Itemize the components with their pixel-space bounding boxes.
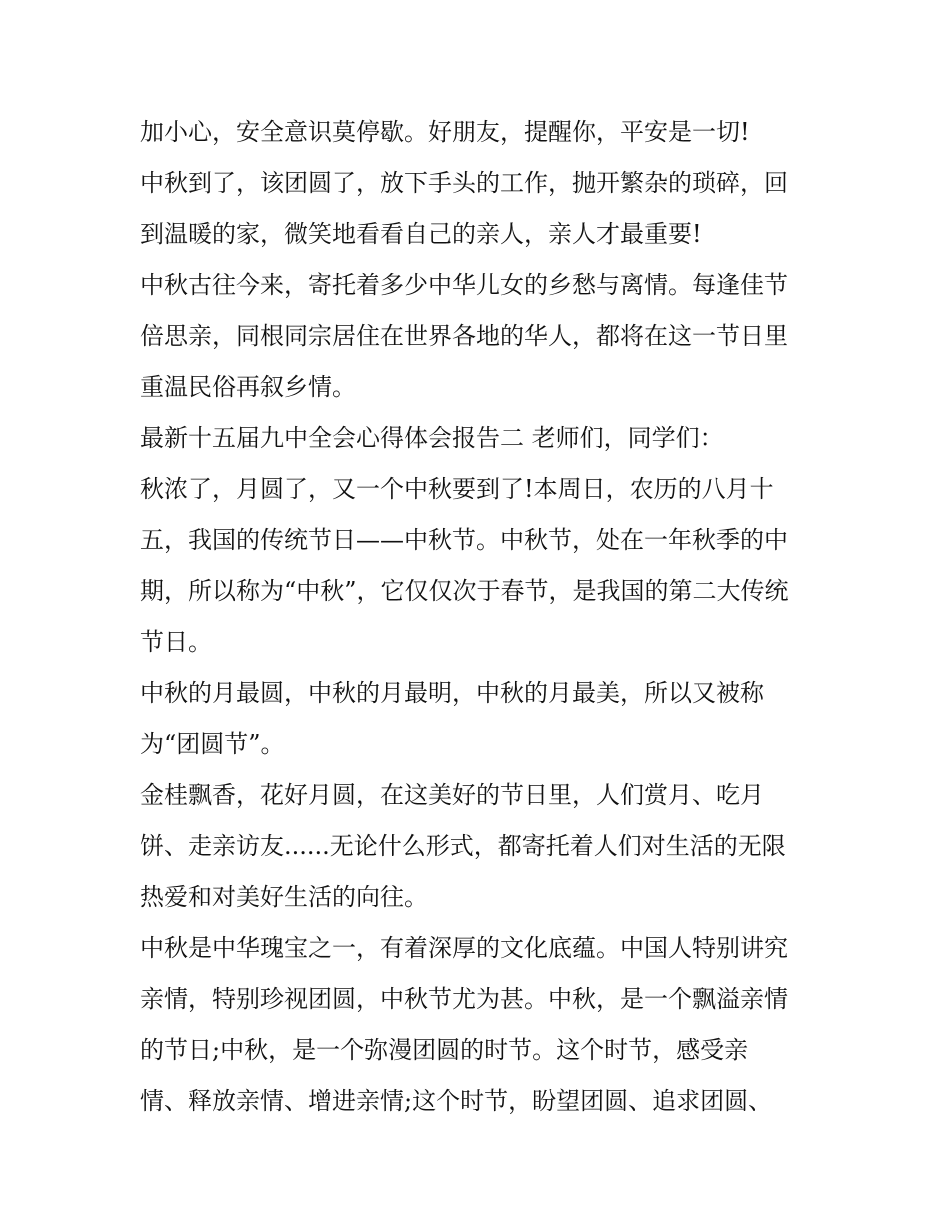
- text-line: 中秋古往今来，寄托着多少中华儿女的乡愁与离情。每逢佳节: [140, 271, 788, 299]
- text-line: 情、释放亲情、增进亲情;这个时节，盼望团圆、追求团圆、: [140, 1087, 773, 1115]
- text-line: 的节日;中秋，是一个弥漫团圆的时节。这个时节，感受亲: [140, 1036, 749, 1064]
- text-line: 期，所以称为“中秋”，它仅仅次于春节，是我国的第二大传统: [140, 577, 789, 605]
- text-line: 到温暖的家，微笑地看看自己的亲人，亲人才最重要!: [140, 220, 702, 248]
- document-body: [140, 107, 820, 1127]
- text-line: 热爱和对美好生活的向往。: [140, 883, 428, 911]
- text-line: 中秋的月最圆，中秋的月最明，中秋的月最美，所以又被称: [140, 679, 764, 707]
- text-line: 中秋是中华瑰宝之一，有着深厚的文化底蕴。中国人特别讲究: [140, 934, 788, 962]
- text-line: 倍思亲，同根同宗居住在世界各地的华人，都将在这一节日里: [140, 322, 788, 350]
- text-line: 五，我国的传统节日——中秋节。中秋节，处在一年秋季的中: [140, 526, 788, 554]
- text-line: 金桂飘香，花好月圆，在这美好的节日里，人们赏月、吃月: [140, 781, 764, 809]
- text-line: 节日。: [140, 628, 212, 656]
- text-line: 饼、走亲访友......无论什么形式，都寄托着人们对生活的无限: [140, 832, 786, 860]
- text-line: 加小心，安全意识莫停歇。好朋友，提醒你，平安是一切!: [140, 118, 750, 146]
- text-line: 重温民俗再叙乡情。: [140, 373, 356, 401]
- text-line: 秋浓了，月圆了，又一个中秋要到了!本周日，农历的八月十: [140, 475, 774, 503]
- text-line: 亲情，特别珍视团圆，中秋节尤为甚。中秋，是一个飘溢亲情: [140, 985, 788, 1013]
- section-heading: 最新十五届九中全会心得体会报告二 老师们，同学们：: [140, 424, 724, 452]
- text-line: 中秋到了，该团圆了，放下手头的工作，抛开繁杂的琐碎，回: [140, 169, 788, 197]
- text-line: 为“团圆节”。: [140, 730, 285, 758]
